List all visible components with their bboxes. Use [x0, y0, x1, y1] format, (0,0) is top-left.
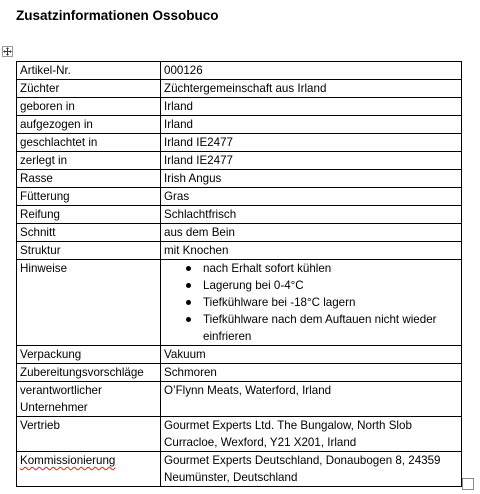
row-value[interactable]: Irland IE2477	[161, 152, 462, 170]
table-row-hinweise	[17, 260, 462, 346]
row-value[interactable]: Gourmet Experts Ltd. The Bungalow, North Slob Curracloe, Wexford, Y21 X201, Irland	[161, 417, 462, 452]
hinweise-cell[interactable]	[161, 260, 462, 346]
row-value[interactable]: Gras	[161, 188, 462, 206]
row-value[interactable]: 000126	[161, 62, 462, 80]
table-row	[17, 188, 462, 206]
table-row	[17, 98, 462, 116]
row-label[interactable]: Zubereitungsvorschläge	[17, 364, 161, 382]
row-value[interactable]: Irland	[161, 116, 462, 134]
row-label[interactable]: Artikel-Nr.	[17, 62, 161, 80]
row-label[interactable]: geboren in	[17, 98, 161, 116]
row-label[interactable]: Verpackung	[17, 346, 161, 364]
row-value[interactable]: Irland	[161, 98, 462, 116]
row-label[interactable]: Reifung	[17, 206, 161, 224]
spellcheck-flagged-word: Kommissionierung	[20, 454, 116, 467]
table-resize-handle[interactable]	[462, 478, 474, 490]
row-value[interactable]: Schlachtfrisch	[161, 206, 462, 224]
table-row	[17, 382, 462, 417]
row-value[interactable]: Gourmet Experts Deutschland, Donaubogen 8, 24359 Neumünster, Deutschland	[161, 452, 462, 487]
row-value[interactable]: Vakuum	[161, 346, 462, 364]
row-label[interactable]: Rasse	[17, 170, 161, 188]
row-label[interactable]: zerlegt in	[17, 152, 161, 170]
row-label[interactable]: aufgezogen in	[17, 116, 161, 134]
table-row	[17, 206, 462, 224]
row-label[interactable]: Züchter	[17, 80, 161, 98]
table-row	[17, 452, 462, 487]
row-label[interactable]: Fütterung	[17, 188, 161, 206]
table-row	[17, 116, 462, 134]
list-item: Lagerung bei 0-4°C	[186, 277, 458, 294]
row-label[interactable]: Vertrieb	[17, 417, 161, 452]
row-label[interactable]: Struktur	[17, 242, 161, 260]
table-row	[17, 62, 462, 80]
row-label[interactable]: Schnitt	[17, 224, 161, 242]
table-row	[17, 224, 462, 242]
row-value[interactable]: O’Flynn Meats, Waterford, Irland	[161, 382, 462, 417]
product-info-table	[16, 61, 462, 487]
table-row	[17, 417, 462, 452]
row-label[interactable]: Hinweise	[17, 260, 161, 346]
row-value[interactable]: Irish Angus	[161, 170, 462, 188]
table-row	[17, 364, 462, 382]
hinweise-list	[164, 260, 458, 345]
table-row	[17, 134, 462, 152]
row-label[interactable]	[17, 452, 161, 487]
list-item: Tiefkühlware bei -18°C lagern	[186, 294, 458, 311]
table-row	[17, 242, 462, 260]
row-value[interactable]: Irland IE2477	[161, 134, 462, 152]
list-item: Tiefkühlware nach dem Auftauen nicht wieder einfrieren	[186, 311, 458, 345]
table-row	[17, 152, 462, 170]
row-value[interactable]: mit Knochen	[161, 242, 462, 260]
document-title: Zusatzinformationen Ossobuco	[16, 8, 219, 23]
table-row	[17, 170, 462, 188]
row-label[interactable]: verantwortlicher Unternehmer	[17, 382, 161, 417]
list-item: nach Erhalt sofort kühlen	[186, 260, 458, 277]
row-value[interactable]: Züchtergemeinschaft aus Irland	[161, 80, 462, 98]
table-move-handle-icon[interactable]	[2, 46, 13, 57]
row-value[interactable]: Schmoren	[161, 364, 462, 382]
table-row	[17, 80, 462, 98]
row-value[interactable]: aus dem Bein	[161, 224, 462, 242]
row-label[interactable]: geschlachtet in	[17, 134, 161, 152]
table-row	[17, 346, 462, 364]
